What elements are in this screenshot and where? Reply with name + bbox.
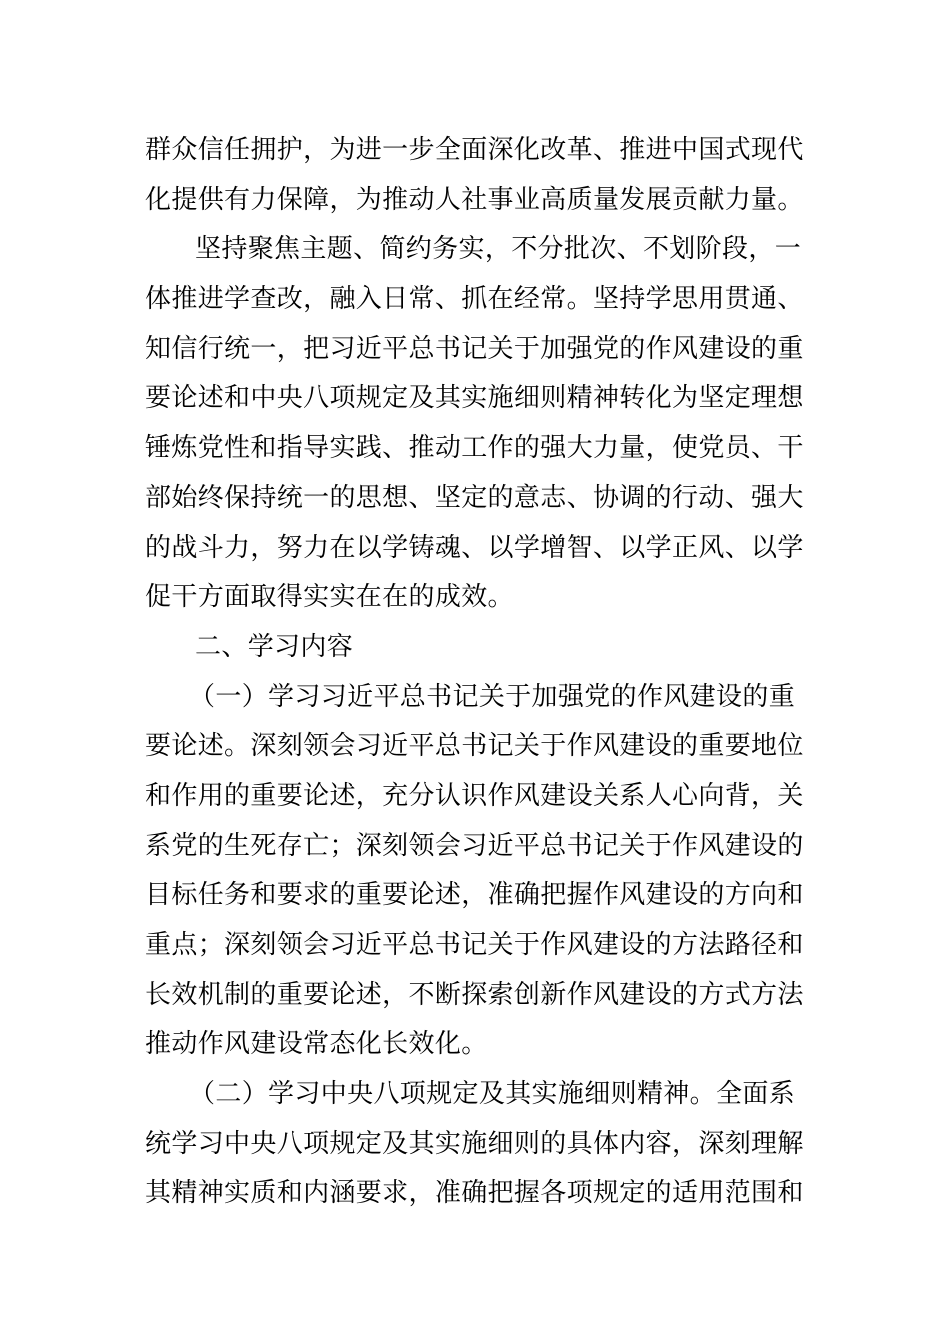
- text-line: 系党的生死存亡；深刻领会习近平总书记关于作风建设的: [145, 830, 804, 861]
- text-line: 促干方面取得实实在在的成效。: [145, 582, 514, 613]
- subsection-start-line: （一）学习习近平总书记关于加强党的作风建设的重: [189, 681, 796, 712]
- text-line: 体推进学查改，融入日常、抓在经常。坚持学思用贯通、: [145, 284, 804, 315]
- text-line: 知信行统一，把习近平总书记关于加强党的作风建设的重: [145, 333, 804, 364]
- section-heading: 二、学习内容: [195, 631, 354, 662]
- text-line: 化提供有力保障，为推动人社事业高质量发展贡献力量。: [145, 184, 804, 215]
- text-line: 重点；深刻领会习近平总书记关于作风建设的方法路径和: [145, 930, 804, 960]
- text-line: 部始终保持统一的思想、坚定的意志、协调的行动、强大: [145, 482, 804, 513]
- text-line: 的战斗力，努力在以学铸魂、以学增智、以学正风、以学: [145, 532, 804, 563]
- text-line: 推动作风建设常态化长效化。: [145, 1029, 488, 1060]
- paragraph-start-line: 坚持聚焦主题、简约务实，不分批次、不划阶段，一: [195, 234, 802, 265]
- text-line: 目标任务和要求的重要论述，准确把握作风建设的方向和: [145, 880, 804, 911]
- text-line: 锤炼党性和指导实践、推动工作的强大力量，使党员、干: [145, 433, 804, 464]
- text-line: 和作用的重要论述，充分认识作风建设关系人心向背，关: [145, 780, 804, 811]
- document-body: [145, 126, 805, 1219]
- text-line: 群众信任拥护，为进一步全面深化改革、推进中国式现代: [145, 135, 804, 165]
- subsection-start-line: （二）学习中央八项规定及其实施细则精神。全面系: [189, 1079, 796, 1110]
- text-line: 其精神实质和内涵要求，准确把握各项规定的适用范围和: [145, 1178, 804, 1209]
- text-line: 统学习中央八项规定及其实施细则的具体内容，深刻理解: [145, 1128, 804, 1159]
- text-line: 要论述。深刻领会习近平总书记关于作风建设的重要地位: [145, 731, 804, 762]
- text-line: 长效机制的重要论述，不断探索创新作风建设的方式方法: [145, 979, 804, 1010]
- text-line: 要论述和中央八项规定及其实施细则精神转化为坚定理想: [145, 383, 804, 414]
